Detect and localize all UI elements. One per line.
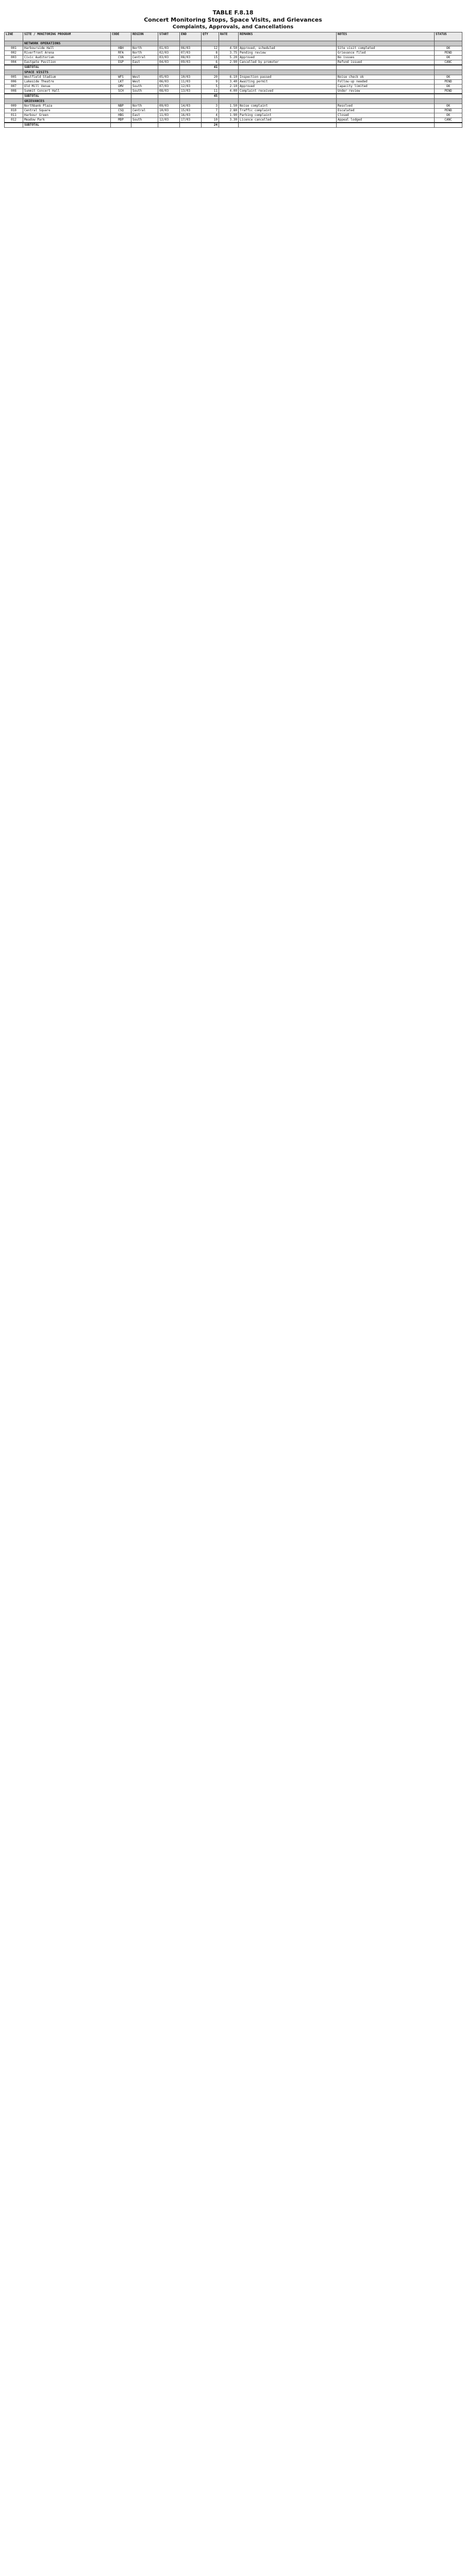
table-cell: Traffic complaint (239, 109, 337, 113)
table-cell (111, 41, 131, 46)
table-cell (435, 123, 462, 128)
table-cell: 1.90 (219, 113, 239, 118)
table-cell: 9 (202, 80, 219, 84)
table-cell: OK (435, 84, 462, 89)
table-cell: 09/03 (180, 60, 202, 65)
table-cell: SCH (111, 89, 131, 94)
table-cell: 2.80 (219, 109, 239, 113)
table-cell: Central (131, 56, 158, 60)
table-cell (131, 123, 158, 128)
table-cell (180, 99, 202, 104)
subtotal-row (5, 123, 462, 128)
table-cell: 10 (202, 118, 219, 123)
table-cell: Closed (337, 113, 435, 118)
table-cell (131, 99, 158, 104)
table-cell: OK (435, 104, 462, 109)
column-header: CODE (111, 32, 131, 41)
table-cell: 24 (202, 123, 219, 128)
table-cell: NBP (111, 104, 131, 109)
table-cell: LKT (111, 80, 131, 84)
table-cell: GRIEVANCES (23, 99, 111, 104)
table-cell (5, 94, 23, 99)
table-row (5, 113, 462, 118)
document-subtitle: Complaints, Approvals, and Cancellations (172, 24, 294, 30)
table-cell: 2.10 (219, 84, 239, 89)
table-cell: 1.50 (219, 104, 239, 109)
table-cell: 07/03 (158, 84, 180, 89)
table-cell: 04/03 (158, 60, 180, 65)
table-row (5, 80, 462, 84)
table-cell: SPACE VISITS (23, 70, 111, 75)
table-cell: 06/03 (158, 80, 180, 84)
table-cell (180, 123, 202, 128)
table-cell: Appeal lodged (337, 118, 435, 123)
table-cell: HBH (111, 46, 131, 51)
table-cell: 3 (202, 104, 219, 109)
table-cell (5, 123, 23, 128)
table-cell: CSQ (111, 109, 131, 113)
table-cell (202, 70, 219, 75)
table-cell (239, 70, 337, 75)
table-cell: 41 (202, 65, 219, 70)
table-cell: 09/03 (158, 104, 180, 109)
table-cell (202, 99, 219, 104)
table-cell: Noise complaint (239, 104, 337, 109)
column-header: STATUS (435, 32, 462, 41)
table-cell: Westfield Stadium (23, 75, 111, 80)
table-cell: 004 (5, 60, 23, 65)
table-cell: Escalated (337, 109, 435, 113)
table-cell (158, 70, 180, 75)
table-cell: 12 (202, 46, 219, 51)
table-cell: HBG (111, 113, 131, 118)
monitoring-table-wrap (4, 32, 462, 128)
table-cell: 10/03 (180, 75, 202, 80)
table-cell (111, 70, 131, 75)
table-cell (435, 41, 462, 46)
table-cell (239, 41, 337, 46)
table-cell: 20 (202, 75, 219, 80)
subtotal-row (5, 65, 462, 70)
table-cell: 3.75 (219, 51, 239, 56)
table-cell (180, 94, 202, 99)
table-cell (435, 70, 462, 75)
table-row (5, 84, 462, 89)
column-header: REMARKS (239, 32, 337, 41)
table-cell: 6 (202, 60, 219, 65)
table-cell: 05/03 (158, 75, 180, 80)
table-cell: East (131, 60, 158, 65)
table-cell (219, 94, 239, 99)
document-title: Concert Monitoring Stops, Space Visits, and Grievances (144, 16, 322, 23)
table-cell (239, 65, 337, 70)
table-cell: 001 (5, 46, 23, 51)
table-row (5, 51, 462, 56)
table-cell (131, 70, 158, 75)
table-cell: 07/03 (180, 51, 202, 56)
table-cell: 11 (202, 89, 219, 94)
table-cell: 45 (202, 94, 219, 99)
table-cell: 006 (5, 80, 23, 84)
table-cell: OK (435, 46, 462, 51)
table-cell: 11/03 (180, 80, 202, 84)
table-cell: 2.90 (219, 60, 239, 65)
table-cell: Noise check ok (337, 75, 435, 80)
table-number: TABLE F.8.18 (212, 9, 254, 16)
table-cell: 8 (202, 51, 219, 56)
column-header: RATE (219, 32, 239, 41)
table-cell (219, 99, 239, 104)
table-cell: 3.30 (219, 118, 239, 123)
table-cell: Civic Auditorium (23, 56, 111, 60)
table-cell (158, 94, 180, 99)
table-cell: WFS (111, 75, 131, 80)
table-cell: South (131, 118, 158, 123)
table-cell: Refund issued (337, 60, 435, 65)
table-row (5, 118, 462, 123)
table-cell: 03/03 (158, 56, 180, 60)
table-cell: 003 (5, 56, 23, 60)
table-cell (337, 65, 435, 70)
section-row (5, 41, 462, 46)
table-cell (111, 94, 131, 99)
table-cell (239, 94, 337, 99)
table-cell: South (131, 89, 158, 94)
table-cell: Grievance filed (337, 51, 435, 56)
column-header: NOTES (337, 32, 435, 41)
section-row (5, 70, 462, 75)
table-cell: Licence cancelled (239, 118, 337, 123)
table-cell (5, 41, 23, 46)
table-row (5, 60, 462, 65)
table-row (5, 89, 462, 94)
table-cell: Parking complaint (239, 113, 337, 118)
table-cell: 13/03 (180, 89, 202, 94)
table-cell (337, 123, 435, 128)
column-header: QTY (202, 32, 219, 41)
table-cell: Central Square (23, 109, 111, 113)
table-cell: Meadow Park (23, 118, 111, 123)
document-header (0, 9, 466, 31)
table-cell: Old Mill Venue (23, 84, 111, 89)
table-cell: North (131, 104, 158, 109)
table-cell: Pending review (239, 51, 337, 56)
table-cell: PEND (435, 109, 462, 113)
table-cell: East (131, 113, 158, 118)
table-cell (158, 123, 180, 128)
subtotal-row (5, 94, 462, 99)
table-cell: RFA (111, 51, 131, 56)
column-header: START (158, 32, 180, 41)
column-header: SITE / MONITORING PROGRAM (23, 32, 111, 41)
table-cell (180, 65, 202, 70)
table-cell: 6.10 (219, 75, 239, 80)
table-cell (435, 99, 462, 104)
table-cell: Awaiting permit (239, 80, 337, 84)
table-cell: Riverfront Arena (23, 51, 111, 56)
table-cell: West (131, 80, 158, 84)
table-cell (131, 65, 158, 70)
table-row (5, 109, 462, 113)
table-cell: Eastgate Pavilion (23, 60, 111, 65)
table-cell: 4.00 (219, 89, 239, 94)
table-cell: MDP (111, 118, 131, 123)
table-cell: North (131, 46, 158, 51)
table-cell: Approved (239, 56, 337, 60)
table-cell (180, 41, 202, 46)
table-cell: 15 (202, 56, 219, 60)
table-cell (5, 99, 23, 104)
table-cell: Capacity limited (337, 84, 435, 89)
table-row (5, 75, 462, 80)
table-cell: Resolved (337, 104, 435, 109)
table-cell: South (131, 84, 158, 89)
table-cell: 14/03 (180, 104, 202, 109)
table-cell (5, 70, 23, 75)
table-cell: Approved (239, 84, 337, 89)
table-cell (337, 99, 435, 104)
table-cell: 10/03 (158, 109, 180, 113)
table-cell: 005 (5, 75, 23, 80)
table-cell: PEND (435, 89, 462, 94)
table-cell: North (131, 51, 158, 56)
table-cell: 15/03 (180, 109, 202, 113)
table-cell: PEND (435, 80, 462, 84)
table-row (5, 104, 462, 109)
table-cell: SUBTOTAL (23, 65, 111, 70)
table-cell: Summit Concert Hall (23, 89, 111, 94)
table-cell: 7 (202, 109, 219, 113)
table-cell: 06/03 (180, 46, 202, 51)
table-cell (131, 41, 158, 46)
table-cell: CANC (435, 118, 462, 123)
table-cell: Approved, scheduled (239, 46, 337, 51)
table-cell: 002 (5, 51, 23, 56)
table-cell: CVA (111, 56, 131, 60)
table-cell (239, 99, 337, 104)
table-cell: West (131, 75, 158, 80)
table-cell (219, 123, 239, 128)
table-cell: 4 (202, 113, 219, 118)
table-cell (111, 123, 131, 128)
table-cell: 17/03 (180, 118, 202, 123)
column-header: END (180, 32, 202, 41)
table-header-row (5, 32, 462, 41)
table-cell (219, 41, 239, 46)
table-cell: OK (435, 113, 462, 118)
table-cell: 02/03 (158, 51, 180, 56)
table-cell: 3.40 (219, 80, 239, 84)
table-cell: 010 (5, 109, 23, 113)
table-cell: SUBTOTAL (23, 123, 111, 128)
table-cell: 12/03 (180, 84, 202, 89)
table-cell (131, 94, 158, 99)
table-cell: Complaint received (239, 89, 337, 94)
table-cell: 5.20 (219, 56, 239, 60)
table-cell: NETWORK OPERATIONS (23, 41, 111, 46)
table-cell (337, 41, 435, 46)
table-cell: CANC (435, 60, 462, 65)
monitoring-table (4, 32, 462, 128)
table-cell: Cancelled by promoter (239, 60, 337, 65)
table-cell: No issues (337, 56, 435, 60)
table-cell: Under review (337, 89, 435, 94)
table-cell: EGP (111, 60, 131, 65)
table-cell (158, 65, 180, 70)
table-cell: 5 (202, 84, 219, 89)
table-cell: 08/03 (180, 56, 202, 60)
table-cell: 01/03 (158, 46, 180, 51)
table-cell (158, 41, 180, 46)
table-cell (111, 65, 131, 70)
table-cell: 008 (5, 89, 23, 94)
table-cell: SUBTOTAL (23, 94, 111, 99)
table-cell: 011 (5, 113, 23, 118)
table-cell: 009 (5, 104, 23, 109)
table-cell: 11/03 (158, 113, 180, 118)
table-body (5, 41, 462, 128)
table-cell: 16/03 (180, 113, 202, 118)
table-cell: Northbank Plaza (23, 104, 111, 109)
table-cell (180, 70, 202, 75)
table-cell: 4.50 (219, 46, 239, 51)
table-cell: Harbourside Hall (23, 46, 111, 51)
table-cell: OK (435, 75, 462, 80)
column-header: REGION (131, 32, 158, 41)
table-cell: PEND (435, 51, 462, 56)
table-cell (435, 94, 462, 99)
table-cell: 012 (5, 118, 23, 123)
table-cell (219, 65, 239, 70)
table-cell: OMV (111, 84, 131, 89)
table-cell: Site visit completed (337, 46, 435, 51)
table-cell: Lakeside Theatre (23, 80, 111, 84)
table-cell: 08/03 (158, 89, 180, 94)
table-row (5, 46, 462, 51)
column-header: LINE (5, 32, 23, 41)
table-cell: Harbour Green (23, 113, 111, 118)
table-cell: 007 (5, 84, 23, 89)
table-cell: Follow-up needed (337, 80, 435, 84)
section-row (5, 99, 462, 104)
table-cell (337, 70, 435, 75)
table-cell: Inspection passed (239, 75, 337, 80)
table-cell (239, 123, 337, 128)
table-cell (5, 65, 23, 70)
table-cell: 12/03 (158, 118, 180, 123)
table-cell (202, 41, 219, 46)
table-cell (435, 65, 462, 70)
table-cell (219, 70, 239, 75)
table-cell: OK (435, 56, 462, 60)
table-cell (158, 99, 180, 104)
table-cell (337, 94, 435, 99)
table-cell: Central (131, 109, 158, 113)
table-row (5, 56, 462, 60)
table-cell (111, 99, 131, 104)
